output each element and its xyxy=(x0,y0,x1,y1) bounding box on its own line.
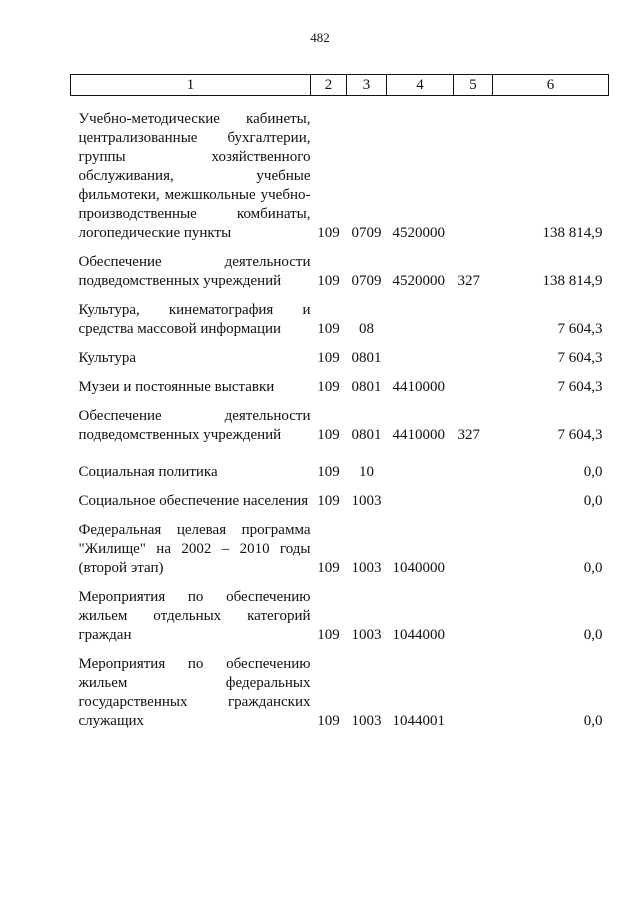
row-target-code: 4410000 xyxy=(392,379,445,395)
row-target-code: 4520000 xyxy=(392,273,445,289)
row-section-code: 0709 xyxy=(351,225,382,241)
table-row xyxy=(71,588,609,645)
table-row xyxy=(71,301,609,339)
table-row xyxy=(71,253,609,291)
row-expense-type xyxy=(454,349,493,368)
row-target-code xyxy=(387,349,454,368)
row-expense-type: 327 xyxy=(457,273,480,289)
table-row xyxy=(71,521,609,578)
row-expense-type xyxy=(454,655,493,731)
row-name: Музеи и постоянные выставки xyxy=(78,379,275,395)
row-expense-type: 327 xyxy=(457,427,480,443)
row-amount: 138 814,9 xyxy=(542,273,603,289)
row-section-code: 10 xyxy=(359,464,374,480)
row-section-code: 1003 xyxy=(351,627,382,643)
table-row xyxy=(71,407,609,445)
row-section-code: 0801 xyxy=(351,427,382,443)
row-name: Мероприятия по обеспечению жильем федеральных государственных гражданских служащих xyxy=(78,656,311,729)
row-amount: 0,0 xyxy=(583,493,603,509)
row-name: Федеральная целевая программа "Жилище" на 2002 – 2010 годы (второй этап) xyxy=(78,522,311,576)
row-target-code xyxy=(387,301,454,339)
row-ministry-code: 109 xyxy=(317,379,340,395)
row-target-code xyxy=(387,463,454,482)
row-section-code: 1003 xyxy=(351,560,382,576)
row-name: Социальное обеспечение населения xyxy=(78,493,309,509)
row-section-code: 1003 xyxy=(351,493,382,509)
page-number: 482 xyxy=(310,30,330,45)
row-ministry-code: 109 xyxy=(317,350,340,366)
table-header-row xyxy=(71,75,609,96)
row-amount: 7 604,3 xyxy=(557,427,603,443)
table-row xyxy=(71,655,609,731)
row-ministry-code: 109 xyxy=(317,273,340,289)
row-amount: 7 604,3 xyxy=(557,379,603,395)
row-ministry-code: 109 xyxy=(317,464,340,480)
row-name: Мероприятия по обеспечению жильем отдельных категорий граждан xyxy=(78,589,311,643)
row-name: Культура, кинематография и средства массовой информации xyxy=(78,302,311,337)
column-header-2: 2 xyxy=(311,75,347,96)
row-target-code: 4520000 xyxy=(392,225,445,241)
table-row xyxy=(71,463,609,482)
row-expense-type xyxy=(454,378,493,397)
row-amount: 7 604,3 xyxy=(557,321,603,337)
row-ministry-code: 109 xyxy=(317,225,340,241)
row-expense-type xyxy=(454,301,493,339)
column-header-3: 3 xyxy=(347,75,387,96)
column-header-6: 6 xyxy=(493,75,609,96)
row-target-code: 1044001 xyxy=(392,713,445,729)
row-section-code: 08 xyxy=(359,321,374,337)
row-amount: 0,0 xyxy=(583,713,603,729)
row-section-code: 0709 xyxy=(351,273,382,289)
row-section-code: 0801 xyxy=(351,379,382,395)
row-expense-type xyxy=(454,492,493,511)
table-row xyxy=(71,349,609,368)
column-header-5: 5 xyxy=(454,75,493,96)
row-expense-type xyxy=(454,521,493,578)
row-section-code: 0801 xyxy=(351,350,382,366)
budget-table xyxy=(70,74,609,731)
row-ministry-code: 109 xyxy=(317,713,340,729)
row-ministry-code: 109 xyxy=(317,427,340,443)
column-header-4: 4 xyxy=(387,75,454,96)
row-ministry-code: 109 xyxy=(317,321,340,337)
row-name: Социальная политика xyxy=(78,464,218,480)
row-ministry-code: 109 xyxy=(317,493,340,509)
row-amount: 0,0 xyxy=(583,560,603,576)
row-amount: 138 814,9 xyxy=(542,225,603,241)
row-amount: 0,0 xyxy=(583,464,603,480)
row-section-code: 1003 xyxy=(351,713,382,729)
row-name: Обеспечение деятельности подведомственных учреждений xyxy=(78,254,311,289)
row-target-code xyxy=(387,492,454,511)
row-name: Учебно-методические кабинеты, централизованные бухгалтерии, группы хозяйственного обслуживания, учебные фильмотеки, межшкольные учебно-производственные комбинаты, логопедические пункты xyxy=(78,111,311,241)
column-header-1: 1 xyxy=(71,75,311,96)
table-row xyxy=(71,492,609,511)
row-name: Обеспечение деятельности подведомственных учреждений xyxy=(78,408,311,443)
row-expense-type xyxy=(454,110,493,243)
row-ministry-code: 109 xyxy=(317,627,340,643)
row-expense-type xyxy=(454,463,493,482)
row-amount: 0,0 xyxy=(583,627,603,643)
row-name: Культура xyxy=(78,350,136,366)
table-row xyxy=(71,378,609,397)
row-expense-type xyxy=(454,588,493,645)
row-amount: 7 604,3 xyxy=(557,350,603,366)
row-ministry-code: 109 xyxy=(317,560,340,576)
row-target-code: 1044000 xyxy=(392,627,445,643)
row-target-code: 4410000 xyxy=(392,427,445,443)
table-row xyxy=(71,110,609,243)
row-target-code: 1040000 xyxy=(392,560,445,576)
